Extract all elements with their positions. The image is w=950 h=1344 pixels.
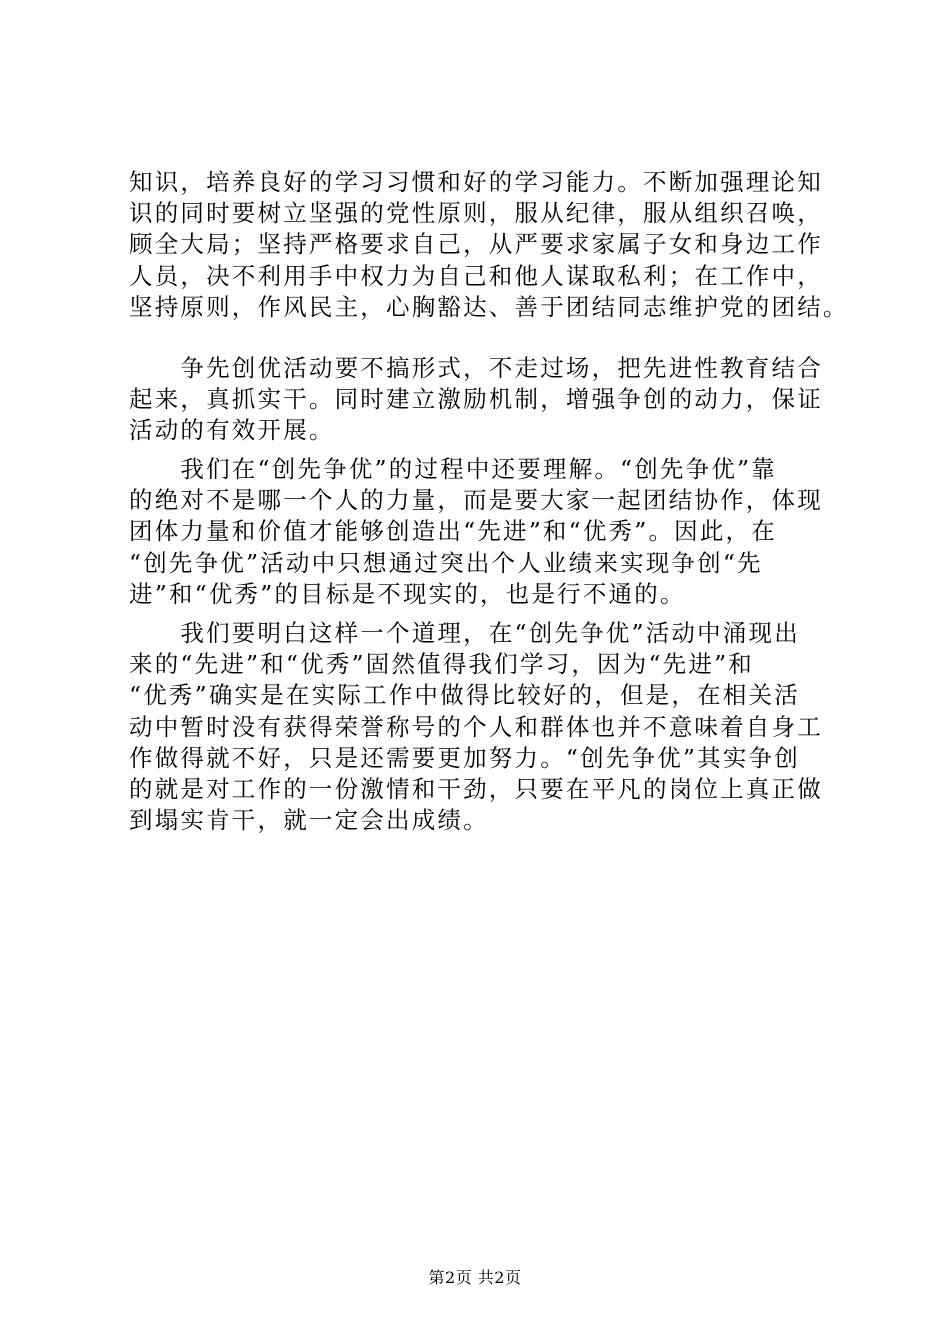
paragraph-line: 我们在“创先争优”的过程中还要理解。“创先争优”靠: [129, 455, 777, 483]
paragraph-line: 知识，培养良好的学习习惯和好的学习能力。不断加强理论知: [129, 168, 823, 196]
paragraph-1: [129, 167, 849, 323]
paragraph-line: 争先创优活动要不搞形式，不走过场，把先进性教育结合: [129, 354, 823, 382]
paragraph-line: 进”和“优秀”的目标是不现实的，也是行不通的。: [129, 579, 686, 608]
paragraph-line: 坚持原则，作风民主，心胸豁达、善于团结同志维护党的团结。: [129, 292, 849, 321]
paragraph-line: 作做得就不好，只是还需要更加努力。“创先争优”其实争创: [129, 743, 800, 772]
paragraph-line: 起来，真抓实干。同时建立激励机制，增强争创的动力，保证: [129, 385, 823, 414]
paragraph-4: [129, 618, 829, 836]
paragraph-line: “优秀”确实是在实际工作中做得比较好的，但是，在相关活: [129, 681, 800, 710]
paragraph-line: 识的同时要树立坚强的党性原则，服从纪律，服从组织召唤，: [129, 199, 823, 228]
page-number-label: 第2页 共2页: [428, 1268, 522, 1287]
paragraph-line: 到塌实肯干，就一定会出成绩。: [129, 806, 489, 835]
paragraph-line: 活动的有效开展。: [129, 416, 335, 445]
paragraph-line: 动中暂时没有获得荣誉称号的个人和群体也并不意味着自身工: [129, 712, 823, 741]
paragraph-line: 顾全大局；坚持严格要求自己，从严要求家属子女和身边工作: [129, 230, 823, 259]
paragraph-2: [129, 353, 829, 447]
paragraph-line: 的绝对不是哪一个人的力量，而是要大家一起团结协作，体现: [129, 486, 823, 515]
paragraph-line: “创先争优”活动中只想通过突出个人业绩来实现争创“先: [129, 548, 763, 577]
paragraph-line: 我们要明白这样一个道理，在“创先争优”活动中涌现出: [129, 619, 800, 647]
page-footer: [0, 1268, 950, 1288]
paragraph-line: 团体力量和价值才能够创造出“先进”和“优秀”。因此，在: [129, 517, 777, 546]
paragraph-line: 人员，决不利用手中权力为自己和他人谋取私利；在工作中，: [129, 261, 823, 290]
paragraph-3: [129, 454, 829, 610]
paragraph-line: 来的“先进”和“优秀”固然值得我们学习，因为“先进”和: [129, 650, 754, 679]
paragraph-line: 的就是对工作的一份激情和干劲，只要在平凡的岗位上真正做: [129, 774, 823, 803]
